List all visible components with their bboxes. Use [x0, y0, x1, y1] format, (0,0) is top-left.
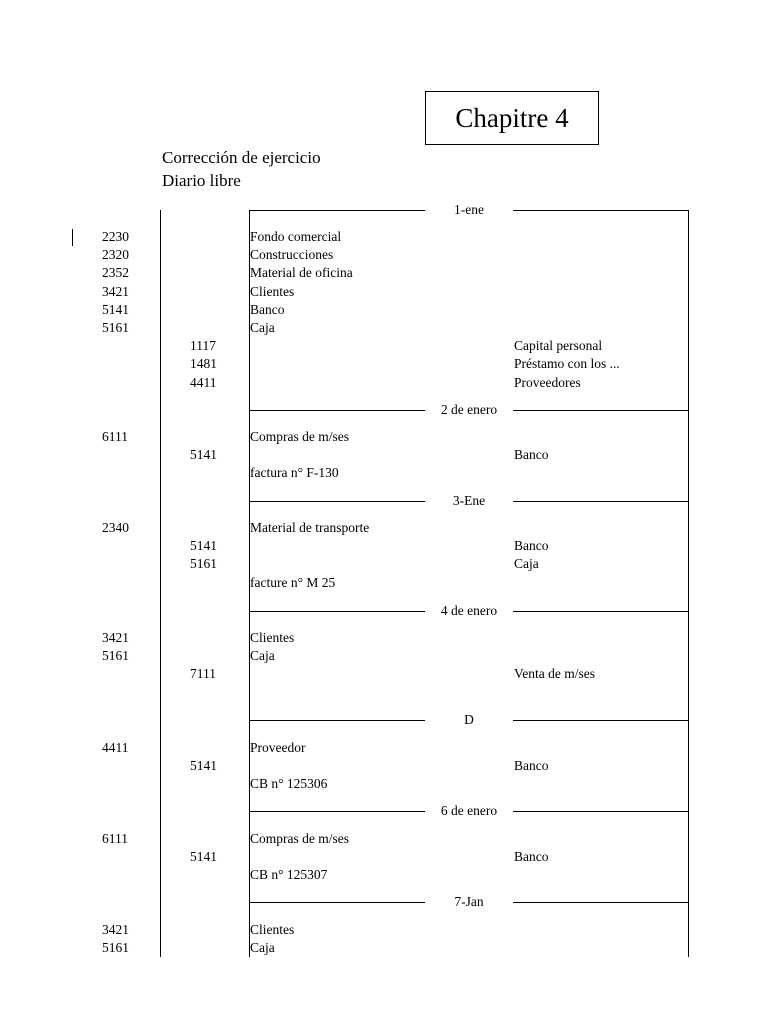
- credit-account: 5141: [190, 849, 217, 864]
- entry-date: 6 de enero: [440, 803, 498, 818]
- entry-separator-left: [249, 501, 425, 502]
- debit-account: 2340: [102, 520, 129, 535]
- debit-description: factura n° F-130: [250, 465, 339, 480]
- debit-description: Proveedor: [250, 740, 306, 755]
- debit-account: 5161: [102, 940, 129, 955]
- credit-account: 1117: [190, 338, 216, 353]
- credit-account: 5141: [190, 538, 217, 553]
- debit-description: Banco: [250, 302, 285, 317]
- credit-description: Préstamo con los ...: [514, 356, 620, 371]
- credit-description: Venta de m/ses: [514, 666, 595, 681]
- entry-separator-right: [513, 720, 689, 721]
- entry-date: 7-Jan: [454, 894, 484, 909]
- column-divider-left: [160, 210, 161, 957]
- debit-description: Clientes: [250, 922, 295, 937]
- entry-separator-right: [513, 611, 689, 612]
- entry-separator-left: [249, 902, 425, 903]
- debit-description: Clientes: [250, 630, 295, 645]
- entry-date: 4 de enero: [440, 603, 498, 618]
- credit-description: Banco: [514, 758, 549, 773]
- debit-description: Compras de m/ses: [250, 831, 349, 846]
- credit-description: Banco: [514, 538, 549, 553]
- credit-description: Caja: [514, 556, 539, 571]
- debit-account: 4411: [102, 740, 129, 755]
- debit-description: Material de oficina: [250, 265, 353, 280]
- entry-separator-right: [513, 410, 689, 411]
- credit-description: Banco: [514, 447, 549, 462]
- credit-account: 4411: [190, 375, 217, 390]
- debit-account: 6111: [102, 831, 128, 846]
- debit-description: Material de transporte: [250, 520, 370, 535]
- debit-description: CB n° 125307: [250, 867, 328, 882]
- debit-description: Caja: [250, 320, 275, 335]
- entry-separator-right: [513, 501, 689, 502]
- debit-account: 2230: [102, 229, 129, 244]
- entry-date: 1-ene: [454, 202, 484, 217]
- credit-account: 5141: [190, 447, 217, 462]
- credit-account: 1481: [190, 356, 217, 371]
- credit-account: 5141: [190, 758, 217, 773]
- debit-account: 3421: [102, 284, 129, 299]
- debit-account: 6111: [102, 429, 128, 444]
- debit-description: facture n° M 25: [250, 575, 336, 590]
- column-divider-right: [688, 210, 689, 957]
- chapter-title: Chapitre 4: [425, 91, 599, 145]
- entry-date: D: [464, 712, 474, 727]
- debit-description: Clientes: [250, 284, 295, 299]
- entry-separator-left: [249, 611, 425, 612]
- entry-separator-left: [249, 410, 425, 411]
- page-subtitle-journal: Diario libre: [162, 171, 241, 190]
- debit-account: 5141: [102, 302, 129, 317]
- entry-separator-left: [249, 720, 425, 721]
- debit-account: 3421: [102, 630, 129, 645]
- debit-account: 5161: [102, 648, 129, 663]
- debit-description: Caja: [250, 648, 275, 663]
- entry-date: 2 de enero: [440, 402, 498, 417]
- credit-description: Banco: [514, 849, 549, 864]
- entry-separator-left: [249, 210, 425, 211]
- text-cursor: [72, 229, 73, 246]
- credit-account: 5161: [190, 556, 217, 571]
- debit-description: Compras de m/ses: [250, 429, 349, 444]
- credit-description: Capital personal: [514, 338, 603, 353]
- entry-separator-left: [249, 811, 425, 812]
- credit-description: Proveedores: [514, 375, 581, 390]
- debit-description: Construcciones: [250, 247, 334, 262]
- debit-description: Caja: [250, 940, 275, 955]
- credit-account: 7111: [190, 666, 216, 681]
- entry-separator-right: [513, 210, 689, 211]
- entry-date: 3-Ene: [452, 493, 486, 508]
- debit-account: 3421: [102, 922, 129, 937]
- entry-separator-right: [513, 902, 689, 903]
- debit-account: 2352: [102, 265, 129, 280]
- page-subtitle-correction: Corrección de ejercicio: [162, 148, 321, 167]
- debit-description: CB n° 125306: [250, 776, 328, 791]
- entry-separator-right: [513, 811, 689, 812]
- debit-account: 5161: [102, 320, 129, 335]
- debit-account: 2320: [102, 247, 129, 262]
- debit-description: Fondo comercial: [250, 229, 342, 244]
